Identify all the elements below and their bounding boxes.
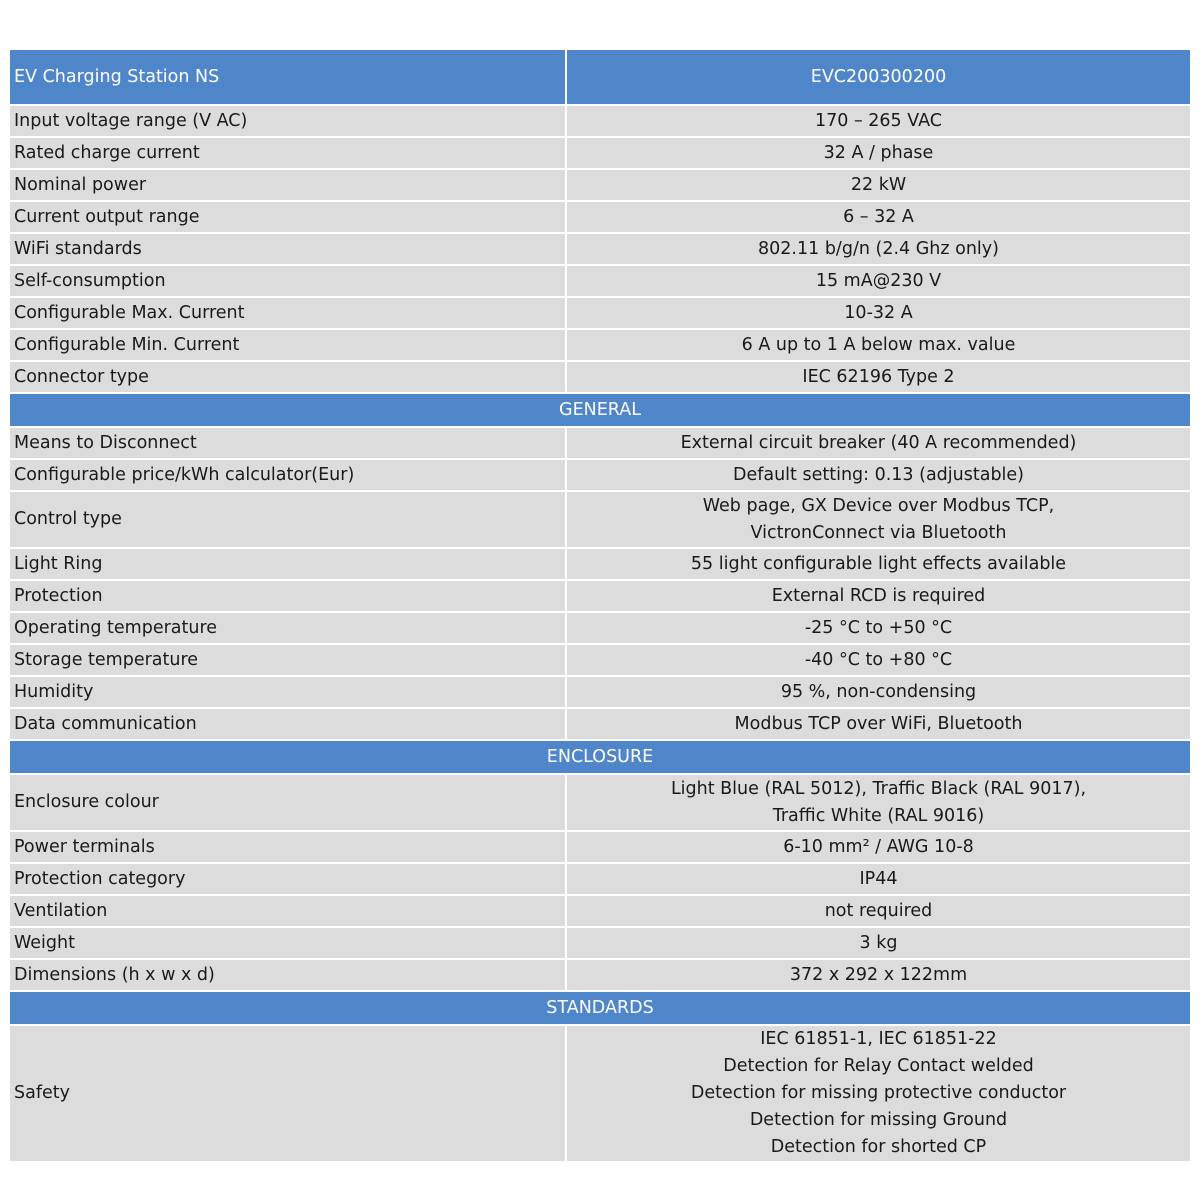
spec-value — [567, 138, 1190, 168]
spec-label: Enclosure colour — [10, 775, 567, 830]
enclosure-group — [10, 775, 1190, 992]
spec-value-line: IEC 62196 Type 2 — [802, 366, 955, 387]
spec-label: Configurable price/kWh calculator(Eur) — [10, 460, 567, 490]
section-header-standards — [10, 992, 1190, 1026]
table-row — [10, 330, 1190, 362]
spec-value — [567, 864, 1190, 894]
spec-value — [567, 428, 1190, 458]
spec-value-line: 6 A up to 1 A below max. value — [741, 334, 1016, 355]
spec-value — [567, 362, 1190, 392]
spec-value-line: 15 mA@230 V — [815, 270, 942, 291]
table-row — [10, 298, 1190, 330]
spec-value — [567, 460, 1190, 490]
table-row — [10, 832, 1190, 864]
table-row — [10, 960, 1190, 992]
table-row — [10, 266, 1190, 298]
model-number: EVC200300200 — [810, 66, 947, 87]
spec-value — [567, 645, 1190, 675]
spec-label: Connector type — [10, 362, 567, 392]
spec-value-line: External RCD is required — [771, 585, 986, 606]
table-row — [10, 677, 1190, 709]
section-header-enclosure — [10, 741, 1190, 775]
spec-label: Input voltage range (V AC) — [10, 106, 567, 136]
section-title: GENERAL — [559, 400, 641, 420]
spec-label: Data communication — [10, 709, 567, 739]
spec-value — [567, 1026, 1190, 1161]
table-row — [10, 202, 1190, 234]
spec-label: Dimensions (h x w x d) — [10, 960, 567, 990]
spec-value — [567, 330, 1190, 360]
spec-value-line: 22 kW — [850, 174, 907, 195]
spec-value — [567, 928, 1190, 958]
spec-table — [10, 50, 1190, 1163]
spec-value-line: -40 °C to +80 °C — [804, 649, 953, 670]
spec-value-line: External circuit breaker (40 A recommended) — [680, 432, 1077, 453]
spec-value-line: Default setting: 0.13 (adjustable) — [732, 464, 1025, 485]
spec-value — [567, 170, 1190, 200]
spec-label: Control type — [10, 492, 567, 547]
spec-value-line: Detection for missing Ground — [749, 1110, 1008, 1130]
spec-label: Protection — [10, 581, 567, 611]
table-row — [10, 362, 1190, 394]
spec-label: Rated charge current — [10, 138, 567, 168]
spec-value-line: Detection for shorted CP — [770, 1137, 987, 1157]
table-row — [10, 896, 1190, 928]
spec-value-line: Detection for Relay Contact welded — [723, 1056, 1034, 1076]
section-header-general — [10, 394, 1190, 428]
spec-value-line: 95 %, non-condensing — [780, 681, 977, 702]
table-row — [10, 645, 1190, 677]
spec-value — [567, 106, 1190, 136]
section-title: ENCLOSURE — [546, 747, 654, 767]
spec-label: Humidity — [10, 677, 567, 707]
spec-label: Means to Disconnect — [10, 428, 567, 458]
spec-value-line: 55 light configurable light effects available — [690, 553, 1067, 574]
spec-value — [567, 202, 1190, 232]
general-group — [10, 428, 1190, 741]
spec-label: WiFi standards — [10, 234, 567, 264]
spec-value — [567, 832, 1190, 862]
spec-value — [567, 960, 1190, 990]
table-row — [10, 106, 1190, 138]
spec-value-line: 372 x 292 x 122mm — [789, 964, 968, 985]
spec-label: Operating temperature — [10, 613, 567, 643]
table-row — [10, 864, 1190, 896]
spec-label: Current output range — [10, 202, 567, 232]
section-title: STANDARDS — [546, 998, 654, 1018]
spec-value — [567, 677, 1190, 707]
table-row — [10, 138, 1190, 170]
table-row — [10, 581, 1190, 613]
spec-label: Light Ring — [10, 549, 567, 579]
table-row — [10, 492, 1190, 549]
spec-value-line: 170 – 265 VAC — [815, 110, 942, 131]
spec-value-line: -25 °C to +50 °C — [804, 617, 953, 638]
spec-label: Configurable Min. Current — [10, 330, 567, 360]
table-row — [10, 928, 1190, 960]
spec-label: Safety — [10, 1026, 567, 1161]
spec-value — [567, 492, 1190, 547]
spec-value — [567, 234, 1190, 264]
spec-value — [567, 549, 1190, 579]
spec-value-line: VictronConnect via Bluetooth — [750, 522, 1007, 543]
spec-value-line: not required — [824, 900, 933, 921]
electrical-group — [10, 106, 1190, 394]
spec-value-line: 802.11 b/g/n (2.4 Ghz only) — [758, 238, 999, 259]
spec-value-line: 6 – 32 A — [843, 206, 914, 227]
spec-value-line: 10-32 A — [844, 302, 913, 323]
spec-label: Self-consumption — [10, 266, 567, 296]
table-row — [10, 1026, 1190, 1163]
spec-value-line: Detection for missing protective conductor — [690, 1083, 1067, 1103]
spec-value — [567, 266, 1190, 296]
spec-label: Ventilation — [10, 896, 567, 926]
standards-group — [10, 1026, 1190, 1163]
spec-label: Storage temperature — [10, 645, 567, 675]
spec-value-line: 3 kg — [859, 932, 898, 953]
spec-label: Protection category — [10, 864, 567, 894]
spec-value — [567, 709, 1190, 739]
table-row — [10, 775, 1190, 832]
table-row — [10, 170, 1190, 202]
table-header-row — [10, 50, 1190, 106]
spec-value-line: Web page, GX Device over Modbus TCP, — [702, 495, 1055, 516]
spec-value-line: IEC 61851-1, IEC 61851-22 — [760, 1029, 997, 1049]
spec-value — [567, 775, 1190, 830]
spec-value-line: Traffic White (RAL 9016) — [772, 805, 985, 826]
table-row — [10, 709, 1190, 741]
spec-label: Configurable Max. Current — [10, 298, 567, 328]
spec-value — [567, 896, 1190, 926]
table-row — [10, 428, 1190, 460]
spec-label: Weight — [10, 928, 567, 958]
spec-value-line: IP44 — [859, 868, 898, 889]
spec-value-line: 6-10 mm² / AWG 10-8 — [783, 836, 974, 857]
spec-value — [567, 581, 1190, 611]
product-name: EV Charging Station NS — [10, 50, 567, 104]
spec-label: Power terminals — [10, 832, 567, 862]
table-row — [10, 234, 1190, 266]
spec-value-line: Modbus TCP over WiFi, Bluetooth — [734, 713, 1023, 734]
spec-label: Nominal power — [10, 170, 567, 200]
spec-value — [567, 613, 1190, 643]
table-row — [10, 613, 1190, 645]
spec-value-line: Light Blue (RAL 5012), Traffic Black (RAL 9017), — [670, 778, 1087, 799]
spec-value-line: 32 A / phase — [823, 142, 934, 163]
table-row — [10, 460, 1190, 492]
table-row — [10, 549, 1190, 581]
spec-value — [567, 298, 1190, 328]
